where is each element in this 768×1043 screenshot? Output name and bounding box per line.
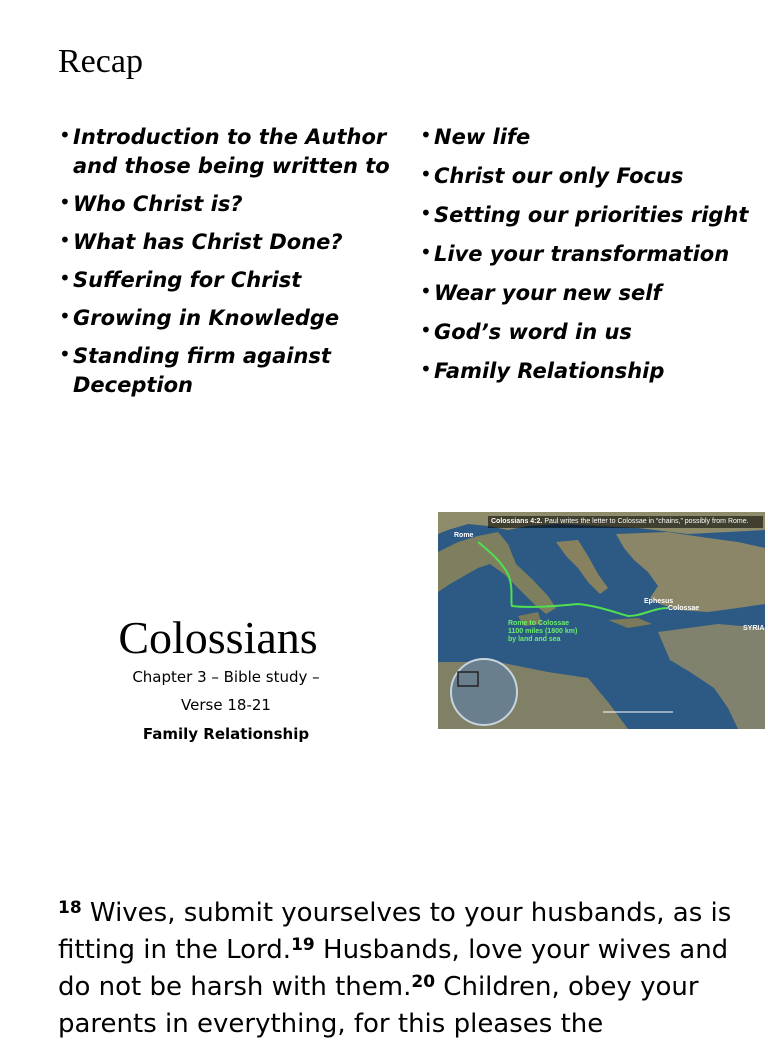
recap-item-gods-word: • God’s word in us <box>420 318 760 347</box>
recap-list-left <box>59 123 399 409</box>
verse-20: Children, obey your parents in everything, for this pleases the <box>58 972 699 1039</box>
route-line-3: by land and sea <box>508 636 561 643</box>
map-label-ephesus: Ephesus <box>644 598 674 605</box>
map-caption <box>488 516 763 528</box>
recap-item-priorities: • Setting our priorities right <box>420 201 760 230</box>
recap-item-transformation: • Live your transformation <box>420 240 760 269</box>
map-label-colossae: Colossae <box>668 605 700 612</box>
recap-item-focus: • Christ our only Focus <box>420 162 760 191</box>
map-label-rome: Rome <box>454 532 474 539</box>
recap-item-new-life: • New life <box>420 123 760 152</box>
recap-item-who-christ: • Who Christ is? <box>59 190 399 219</box>
route-line-1: Rome to Colossae <box>508 620 570 627</box>
map-route-label <box>508 620 577 644</box>
map-caption-ref: Colossians 4:2. <box>491 518 543 525</box>
map-caption-text: Paul writes the letter to Colossae in “chains,” possibly from Rome. <box>544 518 749 525</box>
recap-item-deception: • Standing firm against Deception <box>59 342 399 400</box>
verse-number-19: 19 <box>291 935 315 955</box>
recap-item-author: • Introduction to the Author and those being written to <box>59 123 399 181</box>
recap-item-knowledge: • Growing in Knowledge <box>59 304 399 333</box>
recap-item-new-self: • Wear your new self <box>420 279 760 308</box>
verse-number-18: 18 <box>58 898 82 918</box>
verse-number-20: 20 <box>411 972 436 992</box>
recap-item-family: • Family Relationship <box>420 357 760 386</box>
map-label-syria: SYRIA <box>743 625 765 632</box>
subtitle-verse: Verse 18-21 <box>181 696 271 714</box>
verse-18: Wives, submit yourselves to your husbands, as is fitting in the Lord. <box>58 898 732 965</box>
map-graphic <box>438 512 765 729</box>
section-title: Colossians <box>118 612 318 663</box>
recap-item-suffering: • Suffering for Christ <box>59 266 399 295</box>
subtitle-topic: Family Relationship <box>142 725 310 743</box>
recap-item-christ-done: • What has Christ Done? <box>59 228 399 257</box>
route-line-2: 1100 miles (1800 km) <box>508 628 578 635</box>
section-subtitle <box>96 663 356 749</box>
subtitle-chapter: Chapter 3 – Bible study – <box>132 668 320 686</box>
verse-19: Husbands, love your wives and do not be harsh with them. <box>58 935 729 1002</box>
recap-list-right <box>420 123 760 396</box>
route-map-image <box>438 512 765 729</box>
verse-text <box>58 895 748 1043</box>
recap-title: Recap <box>58 43 143 80</box>
